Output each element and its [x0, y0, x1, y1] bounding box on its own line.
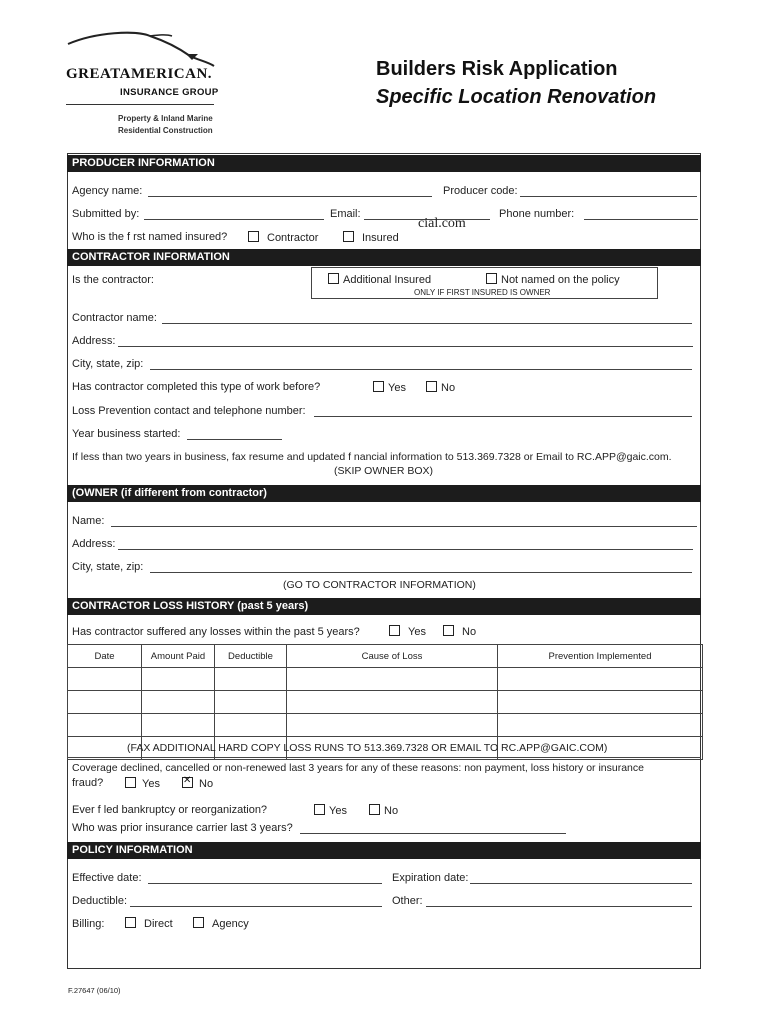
bankruptcy-no-checkbox[interactable] — [369, 804, 380, 815]
contractor-option-label: Contractor — [267, 232, 319, 244]
producer-code-field[interactable] — [520, 196, 697, 197]
owner-address-field[interactable] — [118, 549, 693, 550]
coverage-question-line1: Coverage declined, cancelled or non-renewed last 3 years for any of these reasons: non payment, loss history or insurance — [72, 762, 644, 774]
submitted-by-field[interactable] — [144, 219, 324, 220]
less-two-years-note: If less than two years in business, fax resume and updated f nancial information to 513.369.7328 or Email to RC.APP@gaic.com. — [72, 451, 672, 463]
coverage-no-label: No — [199, 778, 214, 790]
contractor-city-label: City, state, zip: — [72, 358, 144, 370]
losses-yes-label: Yes — [408, 626, 426, 638]
column-header: Date — [68, 645, 142, 668]
coverage-no-checkbox-checked[interactable] — [182, 777, 193, 788]
effective-date-label: Effective date: — [72, 872, 142, 884]
year-started-field[interactable] — [187, 439, 282, 440]
contractor-name-field[interactable] — [162, 323, 692, 324]
billing-agency-label: Agency — [212, 918, 249, 930]
phone-label: Phone number: — [499, 208, 575, 220]
logo-wordmark: GREATAMERICAN. — [66, 66, 213, 82]
section-divider — [67, 757, 701, 758]
completed-no-option[interactable] — [426, 381, 455, 394]
logo-subtitle-2: Residential Construction — [118, 126, 213, 135]
deductible-field[interactable] — [130, 906, 382, 907]
eagle-logo-icon — [66, 30, 216, 68]
effective-date-field[interactable] — [148, 883, 382, 884]
deductible-label: Deductible: — [72, 895, 128, 907]
additional-insured-checkbox[interactable] — [328, 273, 339, 284]
is-contractor-label: Is the contractor: — [72, 274, 154, 286]
coverage-yes-checkbox[interactable] — [125, 777, 136, 788]
column-header: Prevention Implemented — [498, 645, 703, 668]
billing-direct-label: Direct — [144, 918, 173, 930]
skip-owner-note: (SKIP OWNER BOX) — [334, 465, 433, 477]
additional-insured-label: Additional Insured — [343, 274, 432, 286]
first-insured-contractor-option[interactable] — [248, 231, 318, 244]
completed-work-question: Has contractor completed this type of work before? — [72, 381, 321, 393]
insured-checkbox[interactable] — [343, 231, 354, 242]
table-cell[interactable] — [215, 691, 287, 714]
contractor-address-label: Address: — [72, 335, 116, 347]
first-insured-insured-option[interactable] — [343, 231, 399, 244]
table-cell[interactable] — [287, 668, 498, 691]
column-header: Deductible — [215, 645, 287, 668]
losses-no-checkbox[interactable] — [443, 625, 454, 636]
owner-city-label: City, state, zip: — [72, 561, 144, 573]
bankruptcy-yes-option[interactable] — [314, 804, 347, 817]
insured-option-label: Insured — [362, 232, 399, 244]
contractor-city-field[interactable] — [150, 369, 692, 370]
fax-loss-runs-note: (FAX ADDITIONAL HARD COPY LOSS RUNS TO 513.369.7328 OR EMAIL TO RC.APP@GAIC.COM) — [127, 742, 608, 754]
expiration-date-field[interactable] — [470, 883, 692, 884]
column-header: Amount Paid — [142, 645, 215, 668]
not-named-checkbox[interactable] — [486, 273, 497, 284]
phone-field[interactable] — [584, 219, 698, 220]
agency-name-field[interactable] — [148, 196, 432, 197]
page-title: Builders Risk Application — [376, 58, 618, 80]
losses-yes-option[interactable] — [389, 625, 426, 638]
owner-name-label: Name: — [72, 515, 105, 527]
logo-group-text: INSURANCE GROUP — [120, 87, 219, 98]
column-header: Cause of Loss — [287, 645, 498, 668]
first-insured-question: Who is the f rst named insured? — [72, 231, 228, 243]
table-cell[interactable] — [215, 714, 287, 737]
table-row — [68, 714, 703, 737]
table-cell[interactable] — [215, 668, 287, 691]
table-cell[interactable] — [498, 668, 703, 691]
goto-contractor-note: (GO TO CONTRACTOR INFORMATION) — [283, 579, 476, 591]
not-named-label: Not named on the policy — [501, 274, 620, 286]
table-row — [68, 691, 703, 714]
losses-no-label: No — [462, 626, 477, 638]
table-cell[interactable] — [142, 714, 215, 737]
owner-only-note: ONLY IF FIRST INSURED IS OWNER — [414, 288, 551, 297]
contractor-section-heading: CONTRACTOR INFORMATION — [67, 249, 701, 266]
coverage-yes-label: Yes — [142, 778, 160, 790]
contractor-name-label: Contractor name: — [72, 312, 157, 324]
coverage-question-line2: fraud? — [72, 777, 104, 789]
table-cell[interactable] — [287, 691, 498, 714]
billing-agency-option[interactable] — [193, 917, 249, 930]
additional-insured-option[interactable] — [328, 273, 431, 286]
bankruptcy-yes-label: Yes — [329, 805, 347, 817]
completed-yes-label: Yes — [388, 382, 406, 394]
producer-section-heading: PRODUCER INFORMATION — [67, 155, 701, 172]
billing-direct-option[interactable] — [125, 917, 173, 930]
owner-section-heading: (OWNER (if different from contractor) — [67, 485, 701, 502]
table-cell[interactable] — [142, 691, 215, 714]
logo-divider — [66, 104, 214, 105]
table-cell[interactable] — [68, 691, 142, 714]
table-cell[interactable] — [498, 691, 703, 714]
billing-agency-checkbox[interactable] — [193, 917, 204, 928]
prior-carrier-field[interactable] — [300, 833, 566, 834]
bankruptcy-no-label: No — [384, 805, 399, 817]
completed-yes-option[interactable] — [373, 381, 406, 394]
completed-yes-checkbox[interactable] — [373, 381, 384, 392]
year-started-label: Year business started: — [72, 428, 181, 440]
billing-direct-checkbox[interactable] — [125, 917, 136, 928]
table-cell[interactable] — [68, 668, 142, 691]
not-named-option[interactable] — [486, 273, 620, 286]
bankruptcy-question: Ever f led bankruptcy or reorganization? — [72, 804, 268, 816]
prior-carrier-question: Who was prior insurance carrier last 3 years? — [72, 822, 293, 834]
losses-question: Has contractor suffered any losses within the past 5 years? — [72, 626, 360, 638]
coverage-no-option[interactable] — [182, 777, 213, 790]
losses-yes-checkbox[interactable] — [389, 625, 400, 636]
table-row — [68, 668, 703, 691]
owner-name-field[interactable] — [111, 526, 697, 527]
table-cell[interactable] — [498, 714, 703, 737]
completed-no-label: No — [441, 382, 456, 394]
other-label: Other: — [392, 895, 423, 907]
contractor-address-field[interactable] — [118, 346, 693, 347]
owner-address-label: Address: — [72, 538, 116, 550]
logo-subtitle-1: Property & Inland Marine — [118, 114, 213, 123]
agency-name-label: Agency name: — [72, 185, 143, 197]
policy-section-heading: POLICY INFORMATION — [67, 842, 701, 859]
losses-no-option[interactable] — [443, 625, 476, 638]
email-label: Email: — [330, 208, 361, 220]
other-field[interactable] — [426, 906, 692, 907]
table-cell[interactable] — [142, 668, 215, 691]
producer-code-label: Producer code: — [443, 185, 518, 197]
form-code: F.27647 (06/10) — [68, 986, 121, 995]
table-cell[interactable] — [287, 714, 498, 737]
bankruptcy-no-option[interactable] — [369, 804, 398, 817]
table-cell[interactable] — [68, 714, 142, 737]
bankruptcy-yes-checkbox[interactable] — [314, 804, 325, 815]
coverage-yes-option[interactable] — [125, 777, 160, 790]
expiration-date-label: Expiration date: — [392, 872, 469, 884]
submitted-by-label: Submitted by: — [72, 208, 140, 220]
page-subtitle: Specific Location Renovation — [376, 86, 657, 108]
loss-history-section-heading: CONTRACTOR LOSS HISTORY (past 5 years) — [67, 598, 701, 615]
billing-label: Billing: — [72, 918, 105, 930]
owner-city-field[interactable] — [150, 572, 692, 573]
contractor-checkbox[interactable] — [248, 231, 259, 242]
table-header-row — [68, 645, 703, 668]
email-value: cial.com — [418, 216, 466, 231]
loss-prevention-label: Loss Prevention contact and telephone number: — [72, 405, 306, 417]
completed-no-checkbox[interactable] — [426, 381, 437, 392]
loss-prevention-field[interactable] — [314, 416, 692, 417]
